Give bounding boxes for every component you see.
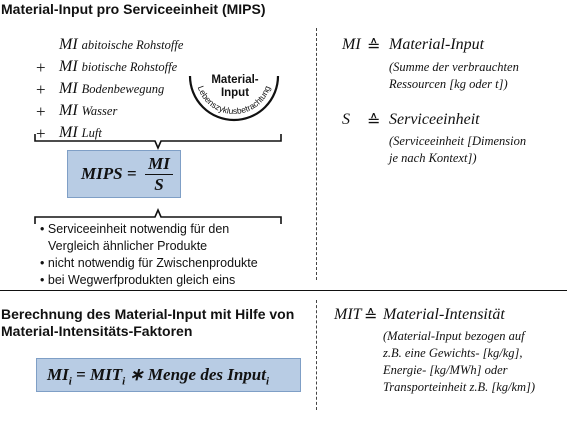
formula-mi: MI: [47, 365, 69, 384]
legend-mi-relation: ≙: [367, 38, 381, 55]
legend-s-desc-line2: je nach Kontext]): [389, 151, 477, 165]
legend-mi-name: Material-Input: [389, 36, 485, 53]
section1-title: Material-Input pro Serviceeinheit (MIPS): [1, 1, 266, 17]
legend-mit-desc-line1: (Material-Input bezogen auf: [383, 329, 525, 343]
formula-rest: ∗ Menge des Input: [125, 365, 266, 384]
legend-mit-symbol: MIT: [334, 306, 362, 323]
vertical-divider-top: [316, 28, 317, 280]
bullet-intermediate: [40, 256, 258, 270]
bullet-service-unit-cont: [48, 239, 207, 253]
legend-mi-symbol: MI: [342, 36, 361, 53]
bullet-service-unit: [40, 222, 229, 236]
legend-s-relation: ≙: [367, 113, 381, 130]
mips-denominator: S: [154, 175, 164, 194]
legend-mit-desc-line4: Transporteinheit z.B. [kg/km]): [383, 380, 536, 394]
bullet-marker: •: [40, 222, 45, 236]
legend-mit-desc: [383, 328, 535, 396]
plus-operator: +: [36, 124, 46, 143]
formula-mit-sub: i: [122, 375, 126, 388]
legend-mi-desc-line1: (Summe der verbrauchten: [389, 60, 519, 74]
mi-item-soil: [36, 80, 165, 99]
formula-eq: =: [71, 365, 90, 384]
plus-operator: +: [36, 80, 46, 99]
legend-mi-desc: [389, 59, 519, 93]
legend-s-desc-line1: (Serviceeinheit [Dimension: [389, 134, 527, 148]
mi-item-abiotic: [59, 36, 183, 54]
mit-formula: [47, 365, 269, 387]
bullet-text: Serviceeinheit notwendig für den: [47, 222, 230, 236]
legend-mit-desc-line2: z.B. eine Gewichts- [kg/kg],: [383, 346, 523, 360]
mi-symbol: MI: [59, 58, 78, 75]
mips-lhs: MIPS =: [81, 164, 137, 183]
mi-symbol: MI: [59, 102, 78, 119]
formula-mi-sub: i: [68, 375, 72, 388]
section2-title: [1, 306, 294, 340]
bullet-marker: •: [40, 273, 45, 287]
plus-operator: +: [36, 102, 46, 121]
mi-item-biotic: [36, 58, 178, 77]
bullet-text: nicht notwendig für Zwischenprodukte: [47, 256, 258, 270]
vertical-divider-bottom: [316, 300, 317, 410]
bullet-text: Vergleich ähnlicher Produkte: [48, 239, 208, 253]
mips-formula-box: [67, 150, 181, 198]
section-separator: [0, 290, 567, 291]
mi-label: Bodenbewegung: [81, 82, 165, 96]
section2-title-line1: Berechnung des Material-Input mit Hilfe von: [1, 306, 295, 322]
plus-operator: +: [36, 58, 46, 77]
mit-formula-box: [36, 358, 301, 392]
legend-s-name: Serviceeinheit: [389, 111, 480, 128]
mi-symbol: MI: [59, 124, 78, 141]
bullet-disposable: [40, 273, 235, 287]
material-input-line1: Material-: [211, 74, 259, 86]
legend-mit-name: Material-Intensität: [383, 306, 505, 323]
mips-numerator: MI: [148, 154, 170, 173]
formula-rest-sub: i: [266, 375, 270, 388]
mi-symbol: MI: [59, 36, 78, 53]
top-brace: [34, 132, 282, 150]
material-input-label: [205, 74, 265, 100]
mi-item-water: [36, 102, 118, 121]
mi-label: biotische Rohstoffe: [81, 60, 178, 74]
legend-mit-desc-line3: Energie- [kg/MWh] oder: [383, 363, 508, 377]
legend-s-desc: [389, 133, 526, 167]
section2-title-line2: Material-Intensitäts-Faktoren: [1, 323, 193, 339]
mi-label: abitoische Rohstoffe: [81, 38, 184, 52]
formula-mit: MIT: [89, 365, 123, 384]
mi-label: Wasser: [81, 104, 118, 118]
material-input-line2: Input: [220, 87, 250, 99]
mi-label: Luft: [81, 126, 102, 140]
bullet-text: bei Wegwerfprodukten gleich eins: [47, 273, 236, 287]
legend-s-symbol: S: [342, 111, 350, 128]
bullet-marker: •: [40, 256, 45, 270]
legend-mit-relation: ≙: [364, 308, 378, 325]
mi-symbol: MI: [59, 80, 78, 97]
lifecycle-arc-text: Lebenszyklusbetrachtung: [195, 84, 273, 117]
legend-mi-desc-line2: Ressourcen [kg oder t]): [389, 77, 508, 91]
